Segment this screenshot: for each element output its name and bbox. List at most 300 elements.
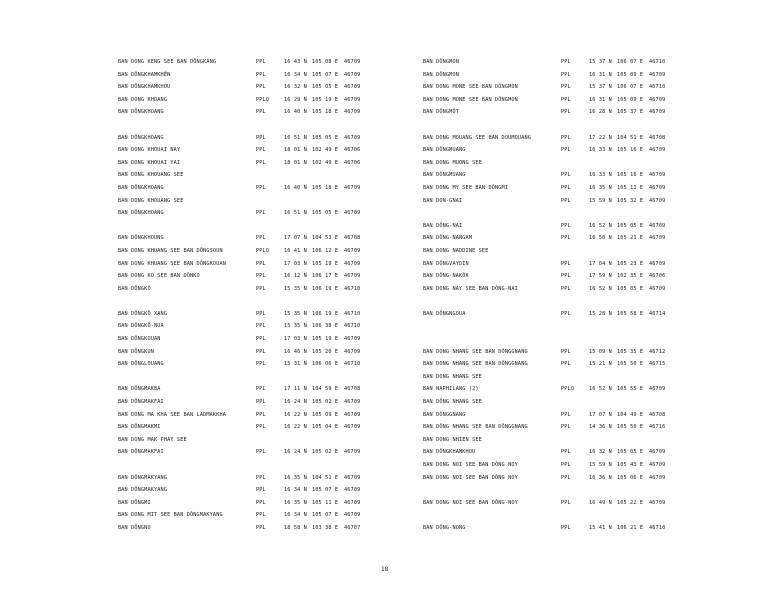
- latitude: 15 28 N: [589, 310, 612, 317]
- place-name: BAN DÔNG-NANGAM: [423, 235, 473, 242]
- latitude: 16 31 N: [589, 96, 612, 103]
- map-sheet-code: 46710: [344, 285, 361, 292]
- place-name: BAN DÔNG-NONG: [423, 524, 466, 531]
- map-sheet-code: 46709: [344, 487, 361, 494]
- latitude: 17 07 N: [284, 235, 307, 242]
- latitude: 17 04 N: [589, 260, 612, 267]
- place-name: BAN DÔNGMON: [423, 71, 460, 78]
- map-sheet-code: 46709: [344, 336, 361, 343]
- longitude: 105 11 E: [617, 184, 644, 191]
- place-name: BAN DON-GNAI: [423, 197, 463, 204]
- place-name: BAN DÔNGMON: [423, 59, 460, 65]
- latitude: 16 34 N: [284, 71, 307, 78]
- feature-type: PPL: [256, 411, 266, 418]
- map-sheet-code: 46706: [344, 147, 361, 154]
- gazetteer-entry: [423, 270, 753, 283]
- feature-type: PPL: [561, 235, 571, 242]
- entry-spacer: [423, 207, 753, 220]
- longitude: 105 07 E: [312, 512, 339, 519]
- gazetteer-entry: [423, 497, 753, 510]
- gazetteer-entry: [423, 371, 753, 384]
- longitude: 105 58 E: [617, 310, 644, 317]
- gazetteer-entry: [118, 169, 448, 182]
- place-name: BAN DONG NOI SEE BAN DÔNG NOY: [423, 462, 518, 468]
- gazetteer-entry: [423, 169, 753, 182]
- map-sheet-code: 46709: [649, 462, 666, 468]
- longitude: 105 08 E: [312, 59, 339, 65]
- latitude: 17 59 N: [589, 273, 612, 280]
- longitude: 105 18 E: [312, 109, 339, 116]
- latitude: 15 35 N: [284, 310, 307, 317]
- gazetteer-entry: [423, 258, 753, 271]
- longitude: 105 05 E: [312, 84, 339, 91]
- latitude: 15 09 N: [589, 348, 612, 355]
- longitude: 105 05 E: [617, 222, 644, 229]
- longitude: 104 49 E: [617, 411, 644, 418]
- place-name: BAN DÔNGMI: [118, 499, 151, 506]
- longitude: 106 19 E: [312, 285, 339, 292]
- map-sheet-code: 46710: [344, 323, 361, 330]
- latitude: 16 35 N: [284, 499, 307, 506]
- place-name: BAN DONG MONE SEE BAN DÔNGMON: [423, 96, 518, 103]
- gazetteer-entry: [118, 69, 448, 82]
- gazetteer-entry: [423, 182, 753, 195]
- gazetteer-entry: [118, 182, 448, 195]
- map-sheet-code: 46709: [344, 260, 361, 267]
- feature-type: PPL: [256, 524, 266, 531]
- entry-spacer: [423, 484, 753, 497]
- longitude: 105 23 E: [617, 260, 644, 267]
- map-sheet-code: 46712: [649, 348, 666, 355]
- place-name: BAN DÔNGNO: [118, 524, 151, 531]
- gazetteer-entry: [423, 308, 753, 321]
- map-sheet-code: 46709: [344, 71, 361, 78]
- gazetteer-entry: [423, 446, 753, 459]
- map-sheet-code: 46709: [344, 134, 361, 141]
- latitude: 16 52 N: [589, 386, 612, 393]
- gazetteer-entry: [118, 106, 448, 119]
- feature-type: PPL: [256, 71, 266, 78]
- gazetteer-entry: [423, 522, 753, 535]
- feature-type: PPL: [561, 348, 571, 355]
- map-sheet-code: 46709: [344, 109, 361, 116]
- latitude: 17 07 N: [589, 411, 612, 418]
- page-number: 18: [381, 566, 389, 573]
- place-name: BAN DONG MOUANG SEE BAN DOUMOUANG: [423, 134, 532, 141]
- feature-type: PPL: [256, 134, 266, 141]
- place-name: BAN DÔNGMAKFAI: [118, 399, 164, 406]
- place-name: BAN DÔNGKÔ: [118, 285, 151, 292]
- place-name: BAN DÔNGKÔ-NUA: [118, 323, 164, 330]
- place-name: BAN DONG NOI SEE BAN DÔNG NOY: [423, 474, 518, 481]
- map-sheet-code: 46709: [344, 348, 361, 355]
- longitude: 104 53 E: [312, 235, 339, 242]
- map-sheet-code: 46709: [649, 147, 666, 154]
- place-name: BAN DÔNGMAKMI: [118, 424, 161, 431]
- latitude: 16 32 N: [284, 84, 307, 91]
- latitude: 16 46 N: [284, 348, 307, 355]
- latitude: 15 59 N: [589, 462, 612, 468]
- gazetteer-entry: [118, 333, 448, 346]
- latitude: 16 51 N: [284, 210, 307, 217]
- feature-type: PPLQ: [256, 96, 270, 103]
- longitude: 105 07 E: [312, 71, 339, 78]
- feature-type: PPL: [256, 399, 266, 406]
- latitude: 15 37 N: [589, 84, 612, 91]
- feature-type: PPL: [561, 59, 571, 65]
- gazetteer-entry: [118, 396, 448, 409]
- place-name: BAN DÔNGKUN: [118, 348, 155, 355]
- feature-type: PPL: [256, 184, 266, 191]
- latitude: 16 24 N: [284, 449, 307, 456]
- longitude: 106 06 E: [312, 361, 339, 368]
- latitude: 16 41 N: [284, 247, 307, 254]
- latitude: 15 35 N: [284, 285, 307, 292]
- map-sheet-code: 46709: [344, 512, 361, 519]
- latitude: 16 33 N: [589, 147, 612, 154]
- map-sheet-code: 46710: [344, 310, 361, 317]
- gazetteer-entry: [423, 472, 753, 485]
- map-sheet-code: 46709: [649, 71, 666, 78]
- latitude: 16 29 N: [284, 96, 307, 103]
- place-name: BAN DONG NHANG SEE: [423, 373, 482, 380]
- feature-type: PPL: [256, 310, 266, 317]
- map-sheet-code: 46708: [649, 134, 666, 141]
- place-name: BAN DONG NADDINE SEE: [423, 247, 489, 254]
- place-name: BAN DÔNGLOUANG: [118, 361, 164, 368]
- entry-spacer: [118, 459, 448, 472]
- latitude: 18 58 N: [284, 524, 307, 531]
- gazetteer-entry: [118, 81, 448, 94]
- gazetteer-entry: [423, 56, 753, 69]
- map-sheet-code: 46708: [344, 386, 361, 393]
- map-sheet-code: 46709: [649, 109, 666, 116]
- entry-spacer: [423, 320, 753, 333]
- place-name: BAN DÔNGKHAMKHOU: [118, 84, 171, 91]
- place-name: BAN DONG KHOUANG SEE: [118, 197, 184, 204]
- feature-type: PPL: [561, 424, 571, 431]
- longitude: 106 21 E: [617, 524, 644, 531]
- longitude: 105 06 E: [617, 474, 644, 481]
- gazetteer-entry: [423, 396, 753, 409]
- latitude: 16 32 N: [589, 449, 612, 456]
- place-name: BAN DÔNG NHANG SEE: [423, 399, 482, 406]
- feature-type: PPLQ: [561, 386, 575, 393]
- feature-type: PPL: [256, 336, 266, 343]
- feature-type: PPL: [561, 222, 571, 229]
- latitude: 16 52 N: [589, 222, 612, 229]
- place-name: BAN NAPHILANG (2): [423, 386, 479, 393]
- latitude: 17 22 N: [589, 134, 612, 141]
- gazetteer-entry: [423, 459, 753, 472]
- place-name: BAN DONG KHOUAI NAY: [118, 147, 181, 154]
- map-sheet-code: 46709: [344, 84, 361, 91]
- feature-type: PPL: [561, 109, 571, 116]
- gazetteer-entry: [118, 56, 448, 69]
- gazetteer-entry: [118, 207, 448, 220]
- gazetteer-entry: [118, 509, 448, 522]
- longitude: 105 05 E: [312, 210, 339, 217]
- longitude: 106 19 E: [312, 310, 339, 317]
- gazetteer-entry: [423, 283, 753, 296]
- feature-type: PPL: [256, 386, 266, 393]
- entry-spacer: [423, 119, 753, 132]
- latitude: 17 03 N: [284, 336, 307, 343]
- feature-type: PPL: [256, 487, 266, 494]
- place-name: BAN DÔNG NHANG SEE BAN DÔNGGNANG: [423, 424, 528, 431]
- place-name: BAN DONG KHOUAI YAI: [118, 159, 181, 166]
- map-sheet-code: 46709: [649, 96, 666, 103]
- gazetteer-entry: [423, 220, 753, 233]
- place-name: BAN DÔNGMAKYANG: [118, 474, 168, 481]
- feature-type: PPL: [561, 273, 571, 280]
- map-sheet-code: 46709: [649, 285, 666, 292]
- latitude: 16 34 N: [284, 512, 307, 519]
- latitude: 15 37 N: [589, 59, 612, 65]
- gazetteer-entry: [423, 421, 753, 434]
- map-sheet-code: 46710: [649, 59, 666, 65]
- place-name: BAN DONG MA KHA SEE BAN LADMAKKHA: [118, 411, 227, 418]
- longitude: 105 05 E: [617, 449, 644, 456]
- longitude: 106 07 E: [617, 84, 644, 91]
- longitude: 104 59 E: [312, 386, 339, 393]
- gazetteer-entry: [118, 232, 448, 245]
- longitude: 105 22 E: [617, 499, 644, 506]
- feature-type: PPL: [561, 184, 571, 191]
- longitude: 105 16 E: [617, 147, 644, 154]
- map-sheet-code: 46709: [344, 273, 361, 280]
- feature-type: PPL: [561, 449, 571, 456]
- map-sheet-code: 46709: [649, 386, 666, 393]
- feature-type: PPL: [256, 348, 266, 355]
- entry-spacer: [423, 295, 753, 308]
- longitude: 105 43 E: [617, 462, 644, 468]
- longitude: 105 21 E: [617, 235, 644, 242]
- gazetteer-entry: [118, 144, 448, 157]
- longitude: 105 07 E: [312, 487, 339, 494]
- latitude: 16 35 N: [589, 184, 612, 191]
- entry-spacer: [118, 295, 448, 308]
- latitude: 16 12 N: [284, 273, 307, 280]
- map-sheet-code: 46706: [344, 159, 361, 166]
- gazetteer-entry: [423, 195, 753, 208]
- map-sheet-code: 46709: [344, 411, 361, 418]
- feature-type: PPL: [256, 235, 266, 242]
- map-sheet-code: 46709: [344, 424, 361, 431]
- gazetteer-entry: [118, 245, 448, 258]
- map-sheet-code: 46709: [649, 184, 666, 191]
- latitude: 16 52 N: [589, 285, 612, 292]
- longitude: 105 09 E: [617, 96, 644, 103]
- place-name: BAN DÔNGKHOUNG: [118, 235, 164, 242]
- gazetteer-entry: [118, 446, 448, 459]
- latitude: 16 40 N: [284, 184, 307, 191]
- place-name: BAN DONG MY SEE BAN DÔNGMI: [423, 184, 509, 191]
- longitude: 105 11 E: [312, 499, 339, 506]
- place-name: BAN DÔNGGNANG: [423, 411, 466, 418]
- place-name: BAN DONG NOI SEE BAN DÔNG-NOY: [423, 499, 518, 506]
- place-name: BAN DONG KO SEE BAN DÔNKO: [118, 273, 200, 280]
- gazetteer-entry: [118, 434, 448, 447]
- longitude: 105 32 E: [617, 197, 644, 204]
- map-sheet-code: 46709: [344, 59, 361, 65]
- place-name: BAN DÔNG-NAI: [423, 222, 463, 229]
- map-sheet-code: 46707: [344, 524, 361, 531]
- latitude: 16 34 N: [284, 487, 307, 494]
- map-sheet-code: 46710: [649, 524, 666, 531]
- gazetteer-right-column: [423, 56, 753, 535]
- longitude: 105 35 E: [617, 348, 644, 355]
- latitude: 16 51 N: [284, 134, 307, 141]
- feature-type: PPL: [561, 462, 571, 468]
- longitude: 105 09 E: [617, 71, 644, 78]
- map-sheet-code: 46708: [344, 235, 361, 242]
- map-sheet-code: 46709: [344, 210, 361, 217]
- longitude: 104 51 E: [312, 474, 339, 481]
- entry-spacer: [423, 333, 753, 346]
- map-sheet-code: 46709: [344, 474, 361, 481]
- map-sheet-code: 46709: [649, 499, 666, 506]
- place-name: BAN DONG KHOUANG SEE: [118, 172, 184, 179]
- place-name: BAN DONG KENG SEE BAN DÔNGKANG: [118, 59, 217, 65]
- feature-type: PPL: [561, 285, 571, 292]
- map-sheet-code: 46716: [649, 424, 666, 431]
- longitude: 105 50 E: [617, 361, 644, 368]
- latitude: 16 28 N: [589, 109, 612, 116]
- place-name: BAN DONG NHANG SEE BAN DÔNGGNANG: [423, 361, 528, 368]
- longitude: 105 19 E: [312, 260, 339, 267]
- feature-type: PPL: [561, 147, 571, 154]
- feature-type: PPL: [561, 96, 571, 103]
- place-name: BAN DÔNGMAKYANG: [118, 487, 168, 494]
- longitude: 105 55 E: [617, 386, 644, 393]
- map-sheet-code: 46714: [649, 310, 666, 317]
- place-name: BAN DONG MONE SEE BAN DÔNGMON: [423, 84, 518, 91]
- latitude: 17 03 N: [284, 260, 307, 267]
- gazetteer-entry: [118, 195, 448, 208]
- gazetteer-entry: [118, 472, 448, 485]
- feature-type: PPL: [256, 512, 266, 519]
- longitude: 105 37 E: [617, 109, 644, 116]
- gazetteer-entry: [423, 106, 753, 119]
- place-name: BAN DÔNGKÔ XANG: [118, 310, 168, 317]
- longitude: 105 20 E: [312, 348, 339, 355]
- latitude: 15 59 N: [589, 197, 612, 204]
- place-name: BAN DÔNGNGOUA: [423, 310, 466, 317]
- longitude: 106 17 E: [312, 273, 339, 280]
- map-sheet-code: 46709: [344, 184, 361, 191]
- gazetteer-entry: [423, 157, 753, 170]
- gazetteer-entry: [118, 270, 448, 283]
- latitude: 18 01 N: [284, 147, 307, 154]
- feature-type: PPL: [256, 474, 266, 481]
- gazetteer-entry: [423, 69, 753, 82]
- feature-type: PPL: [256, 323, 266, 330]
- longitude: 104 51 E: [617, 134, 644, 141]
- place-name: BAN DONG KHOANG: [118, 96, 168, 103]
- longitude: 105 04 E: [312, 424, 339, 431]
- feature-type: PPL: [256, 273, 266, 280]
- place-name: BAN DONG MUONG SEE: [423, 159, 482, 166]
- place-name: BAN DONG KHUANG SEE BAN DÔNGKOUAN: [118, 260, 227, 267]
- longitude: 105 05 E: [312, 134, 339, 141]
- longitude: 106 07 E: [617, 59, 644, 65]
- map-sheet-code: 46709: [344, 247, 361, 254]
- longitude: 105 02 E: [312, 399, 339, 406]
- latitude: 16 50 N: [589, 235, 612, 242]
- feature-type: PPL: [561, 172, 571, 179]
- gazetteer-entry: [118, 94, 448, 107]
- latitude: 16 22 N: [284, 424, 307, 431]
- gazetteer-left-column: [118, 56, 448, 535]
- latitude: 16 22 N: [284, 411, 307, 418]
- place-name: BAN DONG NAY SEE BAN DÔNG-NAI: [423, 285, 518, 292]
- latitude: 16 49 N: [589, 499, 612, 506]
- place-name: BAN DÔNG-NAKÔK: [423, 273, 469, 280]
- gazetteer-entry: [423, 232, 753, 245]
- longitude: 105 19 E: [312, 96, 339, 103]
- feature-type: PPL: [256, 159, 266, 166]
- feature-type: PPL: [256, 109, 266, 116]
- latitude: 17 11 N: [284, 386, 307, 393]
- map-sheet-code: 46709: [649, 260, 666, 267]
- place-name: BAN DÔNGKHOANG: [118, 109, 164, 116]
- map-sheet-code: 46709: [344, 499, 361, 506]
- latitude: 15 31 N: [284, 361, 307, 368]
- gazetteer-entry: [423, 144, 753, 157]
- feature-type: PPL: [561, 524, 571, 531]
- gazetteer-entry: [423, 383, 753, 396]
- gazetteer-entry: [118, 132, 448, 145]
- place-name: BAN DONG NHANG SEE BAN DÔNGGNANG: [423, 348, 528, 355]
- place-name: BAN DÔNGKHOANG: [118, 134, 164, 141]
- entry-spacer: [118, 220, 448, 233]
- feature-type: PPL: [256, 147, 266, 154]
- place-name: BAN DÔNGMÔT: [423, 109, 460, 116]
- longitude: 105 02 E: [312, 449, 339, 456]
- place-name: BAN DONG NHIEN SEE: [423, 436, 482, 443]
- place-name: BAN DÔNGKOUAN: [118, 336, 161, 343]
- gazetteer-entry: [423, 409, 753, 422]
- map-sheet-code: 46708: [649, 411, 666, 418]
- gazetteer-entry: [118, 308, 448, 321]
- longitude: 102 49 E: [312, 147, 339, 154]
- gazetteer-entry: [423, 346, 753, 359]
- place-name: BAN DÔNGMAKBA: [118, 386, 161, 393]
- feature-type: PPL: [256, 499, 266, 506]
- latitude: 16 31 N: [589, 71, 612, 78]
- feature-type: PPL: [561, 134, 571, 141]
- map-sheet-code: 46709: [649, 197, 666, 204]
- latitude: 14 36 N: [589, 424, 612, 431]
- longitude: 102 49 E: [312, 159, 339, 166]
- latitude: 16 24 N: [284, 399, 307, 406]
- feature-type: PPL: [561, 499, 571, 506]
- feature-type: PPL: [256, 210, 266, 217]
- gazetteer-entry: [423, 132, 753, 145]
- map-sheet-code: 46709: [649, 235, 666, 242]
- place-name: BAN DÔNGVAYDIN: [423, 260, 469, 267]
- feature-type: PPL: [256, 424, 266, 431]
- feature-type: PPL: [256, 361, 266, 368]
- place-name: BAN DÔNGKHOANG: [118, 184, 164, 191]
- longitude: 105 16 E: [617, 172, 644, 179]
- gazetteer-entry: [118, 409, 448, 422]
- place-name: BAN DONG MAK PHAY SEE: [118, 436, 187, 443]
- latitude: 16 33 N: [589, 172, 612, 179]
- gazetteer-entry: [118, 484, 448, 497]
- longitude: 105 05 E: [617, 285, 644, 292]
